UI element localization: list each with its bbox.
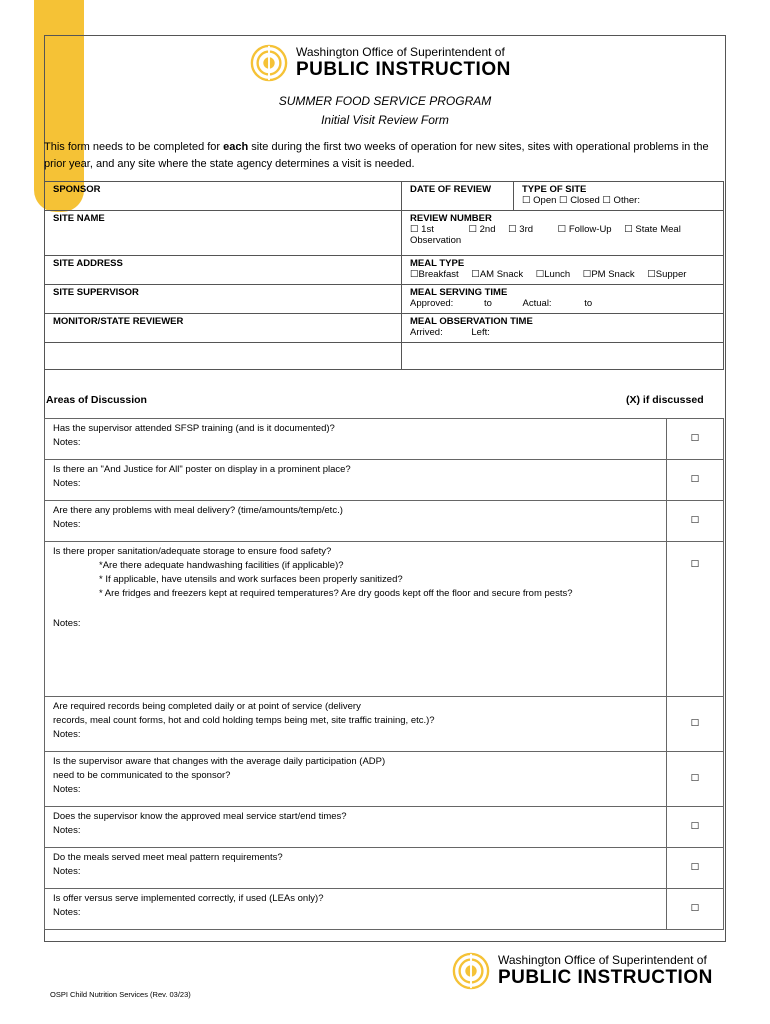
areas-heading: Areas of Discussion (46, 394, 147, 406)
question: Is there proper sanitation/adequate storage to ensure food safety? (53, 546, 332, 557)
agency-name: Washington Office of Superintendent of (296, 45, 505, 59)
discussed-checkbox[interactable]: ☐ (667, 501, 724, 542)
footer-agency-title: PUBLIC INSTRUCTION (498, 967, 713, 988)
meal-serving-time-label: MEAL SERVING TIME (410, 287, 508, 298)
actual-label: Actual: (522, 298, 552, 309)
table-row: Are required records being completed daily or at point of service (delivery records, meal count forms, hot and cold holding temps being met, site traffic training, etc.)? Notes: ☐ (45, 697, 724, 752)
footer-logo (452, 952, 713, 990)
meal-lunch-checkbox[interactable]: ☐Lunch (535, 269, 571, 280)
discussion-table (44, 418, 724, 930)
table-row: Is the supervisor aware that changes with the average daily participation (ADP) need to be communicated to the sponsor? Notes: ☐ (45, 752, 724, 807)
review-2-checkbox[interactable]: ☐ 2nd (468, 224, 496, 235)
table-row: Does the supervisor know the approved meal service start/end times? Notes: ☐ (45, 807, 724, 848)
sponsor-label: SPONSOR (53, 184, 101, 195)
review-number-label: REVIEW NUMBER (410, 213, 492, 224)
discussed-checkbox[interactable]: ☐ (667, 889, 724, 930)
discussed-checkbox[interactable]: ☐ (667, 807, 724, 848)
meal-breakfast-checkbox[interactable]: ☐Breakfast (410, 269, 459, 280)
review-1-checkbox[interactable]: ☐ 1st (410, 224, 434, 235)
intro-text: This form needs to be completed for each site during the first two weeks of operation for new sites, sites with operational problems in the prior year, and any site where the state agency determines a visit is needed. (44, 141, 709, 170)
approved-label: Approved: (410, 298, 454, 309)
question: Is the supervisor aware that changes with the average daily participation (ADP) (53, 756, 386, 767)
ospi-logo-icon (250, 44, 288, 82)
meal-pm-checkbox[interactable]: ☐PM Snack (582, 269, 635, 280)
discussed-checkbox[interactable]: ☐ (667, 542, 724, 697)
discussed-checkbox[interactable]: ☐ (667, 697, 724, 752)
footer-agency-name: Washington Office of Superintendent of (498, 953, 707, 967)
blank-cell[interactable] (402, 343, 724, 370)
arrived-label: Arrived: (410, 327, 443, 338)
discussed-checkbox[interactable]: ☐ (667, 848, 724, 889)
type-options[interactable]: ☐ Open ☐ Closed ☐ Other: (522, 195, 640, 206)
table-row: Has the supervisor attended SFSP training (and is it documented)? Notes: ☐ (45, 419, 724, 460)
ospi-logo-icon (452, 952, 490, 990)
question: Does the supervisor know the approved meal service start/end times? (53, 811, 347, 822)
table-row: Do the meals served meet meal pattern requirements? Notes: ☐ (45, 848, 724, 889)
review-observation: Observation (410, 235, 462, 246)
question: Is offer versus serve implemented correctly, if used (LEAs only)? (53, 893, 324, 904)
question: Are required records being completed daily or at point of service (delivery (53, 701, 361, 712)
question: Are there any problems with meal delivery? (time/amounts/temp/etc.) (53, 505, 343, 516)
review-3-checkbox[interactable]: ☐ 3rd (508, 224, 534, 235)
review-followup-checkbox[interactable]: ☐ Follow-Up (557, 224, 612, 235)
program-title: SUMMER FOOD SERVICE PROGRAM (278, 94, 492, 108)
agency-title: PUBLIC INSTRUCTION (296, 59, 511, 80)
discussed-checkbox[interactable]: ☐ (667, 752, 724, 807)
question: Do the meals served meet meal pattern requirements? (53, 852, 283, 863)
date-label: DATE OF REVIEW (410, 184, 492, 195)
table-row: Is offer versus serve implemented correctly, if used (LEAs only)? Notes: ☐ (45, 889, 724, 930)
question: Is there an "And Justice for All" poster on display in a prominent place? (53, 464, 351, 475)
site-supervisor-label: SITE SUPERVISOR (53, 287, 139, 298)
left-label: Left: (471, 327, 490, 338)
site-name-label: SITE NAME (53, 213, 105, 224)
meal-supper-checkbox[interactable]: ☐Supper (647, 269, 687, 280)
blank-cell[interactable] (45, 343, 402, 370)
discussed-checkbox[interactable]: ☐ (667, 460, 724, 501)
table-row: Is there an "And Justice for All" poster on display in a prominent place? Notes: ☐ (45, 460, 724, 501)
discussed-heading: (X) if discussed (626, 394, 704, 406)
revision-note: OSPI Child Nutrition Services (Rev. 03/23) (50, 990, 191, 999)
discussed-checkbox[interactable]: ☐ (667, 419, 724, 460)
form-title: Initial Visit Review Form (321, 113, 449, 127)
table-row: Is there proper sanitation/adequate storage to ensure food safety? *Are there adequate handwashing facilities (if applicable)? * If applicable, have utensils and work surfaces been properly sanitized? * Are fridges and freezers kept at required temperatures? Are dry goods kept off the floor and secure from pests? Notes: ☐ (45, 542, 724, 697)
monitor-label: MONITOR/STATE REVIEWER (53, 316, 184, 327)
meal-observation-time-label: MEAL OBSERVATION TIME (410, 316, 533, 327)
meal-am-checkbox[interactable]: ☐AM Snack (471, 269, 524, 280)
type-label: TYPE OF SITE (522, 184, 587, 195)
header-logo (250, 44, 511, 82)
site-address-label: SITE ADDRESS (53, 258, 123, 269)
table-row: Are there any problems with meal delivery? (time/amounts/temp/etc.) Notes: ☐ (45, 501, 724, 542)
meal-type-label: MEAL TYPE (410, 258, 465, 269)
question: Has the supervisor attended SFSP training (and is it documented)? (53, 423, 335, 434)
site-info-table: SPONSOR DATE OF REVIEW TYPE OF SITE ☐ Open ☐ Closed ☐ Other: SITE NAME REVIEW NUMBER ☐ 1st ☐ 2nd ☐ 3rd ☐ Follow-Up ☐ State Meal Observation SITE ADDRESS MEAL TYPE ☐Breakfast ☐AM Snack ☐Lunch ☐PM Snack ☐Supper SITE SUPERVISOR MEAL SERVING TIME Approved: to Actual: to MONITOR/STATE REVIEWER MEAL OBSERVATION TIME Arrived: Left: (44, 181, 724, 370)
review-state-checkbox[interactable]: ☐ State Meal (624, 224, 681, 235)
